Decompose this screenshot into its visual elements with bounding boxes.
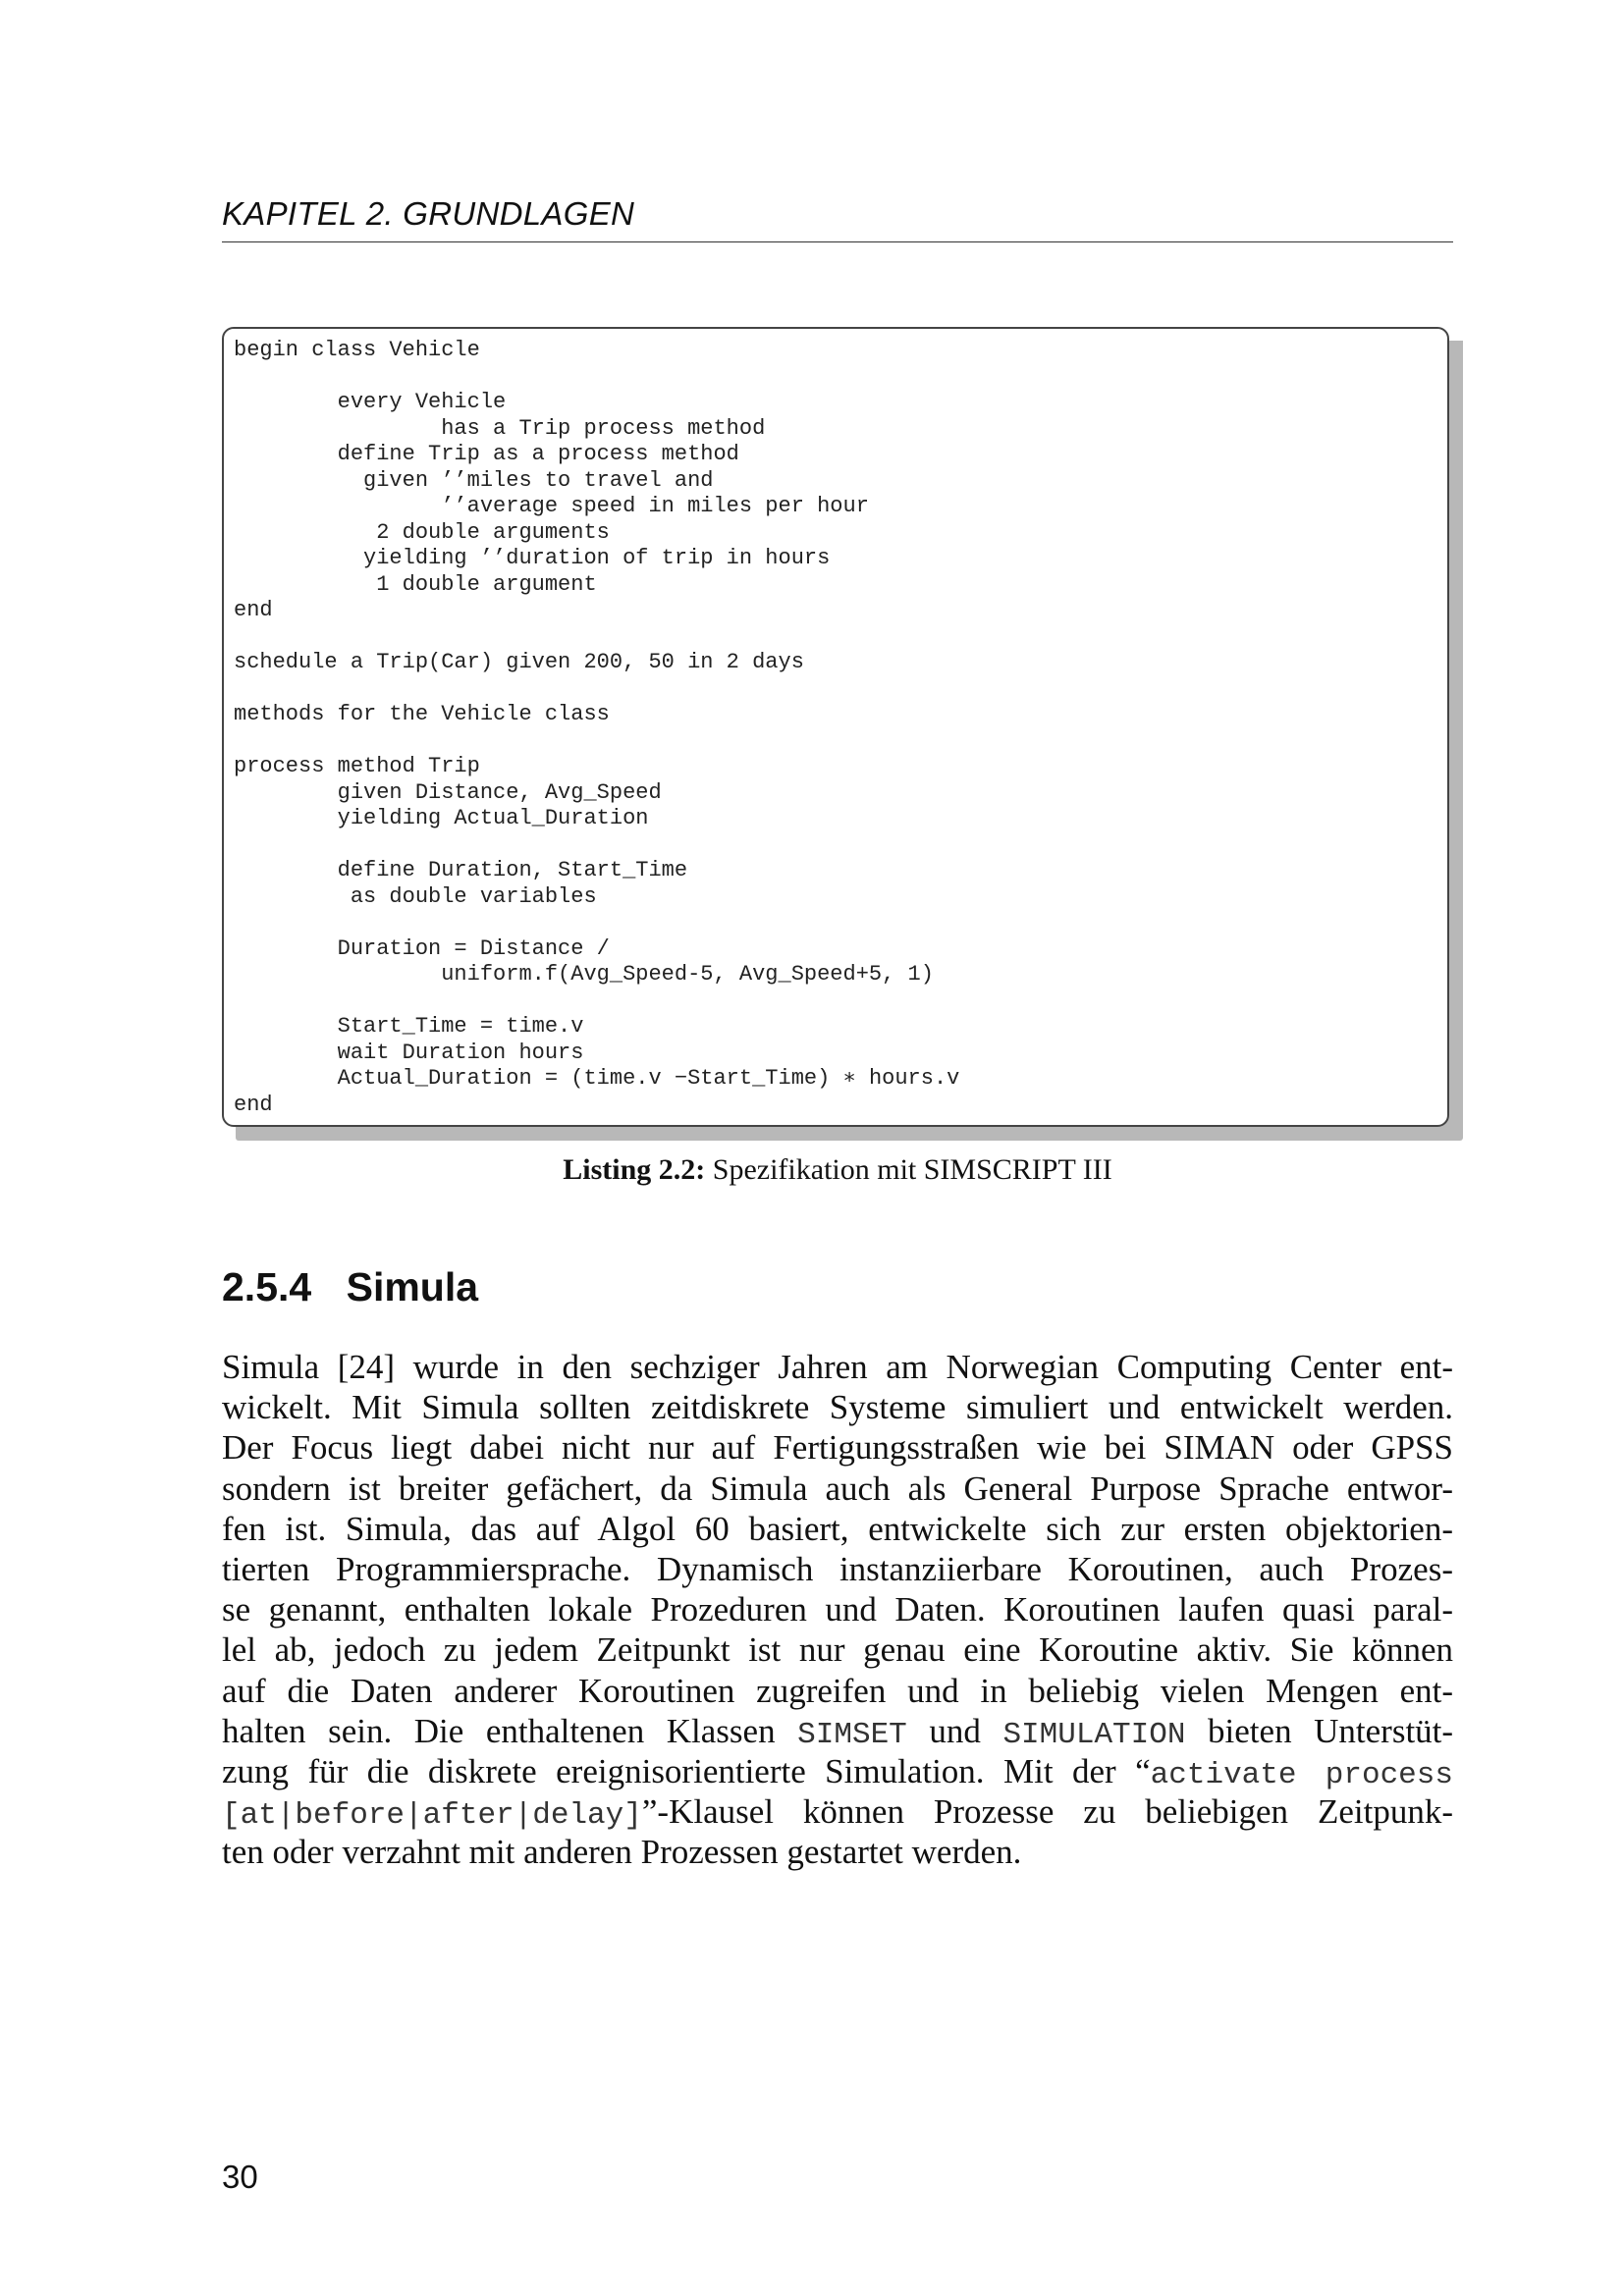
running-head: KAPITEL 2. GRUNDLAGEN: [222, 195, 635, 232]
text-line: Der Focus liegt dabei nicht nur auf Fertigungsstraßen wie bei SIMAN oder GPSS: [222, 1428, 1453, 1468]
text-line: fen ist. Simula, das auf Algol 60 basiert, entwickelte sich zur ersten objektorien-: [222, 1509, 1453, 1548]
text-line: [222, 1711, 1453, 1751]
text-line: lel ab, jedoch zu jedem Zeitpunkt ist nur genau eine Koroutine aktiv. Sie können: [222, 1630, 1453, 1670]
text-line: auf die Daten anderer Koroutinen zugreifen und in beliebig vielen Mengen ent-: [222, 1671, 1453, 1710]
section-heading: [222, 1260, 478, 1313]
inline-code-options: [at|before|after|delay]: [222, 1798, 642, 1834]
text-line: [222, 1791, 1453, 1832]
listing-caption-label: Listing 2.2:: [563, 1153, 706, 1186]
inline-code-simset: SIMSET: [797, 1717, 907, 1752]
text-fragment: zung für die diskrete ereignisorientierte Simulation. Mit der “: [222, 1751, 1151, 1790]
code-listing: begin class Vehicle every Vehicle has a Trip process method define Trip as a process method given ’’miles to travel and ’’average speed in miles per hour 2 double arguments yielding ’’duration of trip in hours 1 double argument end schedule a Trip(Car) given 200, 50 in 2 days methods for the Vehicle class process method Trip given Distance, Avg_Speed yielding Actual_Duration define Duration, Start_Time as double variables Duration = Distance / uniform.f(Avg_Speed-5, Avg_Speed+5, 1) Start_Time = time.v wait Duration hours Actual_Duration = (time.v −Start_Time) ∗ hours.v end: [234, 338, 960, 1117]
text-fragment: und: [929, 1711, 981, 1750]
listing-caption-text: Spezifikation mit SIMSCRIPT III: [712, 1153, 1112, 1186]
text-line: tierten Programmiersprache. Dynamisch instanziierbare Koroutinen, auch Prozes-: [222, 1549, 1453, 1588]
text-fragment: halten sein. Die enthaltenen Klassen: [222, 1711, 776, 1750]
running-head-rule: [222, 241, 1453, 242]
text-line: [222, 1751, 1453, 1791]
page-number: 30: [222, 2159, 258, 2195]
section-number: 2.5.4: [222, 1264, 312, 1309]
text-line: se genannt, enthalten lokale Prozeduren und Daten. Koroutinen laufen quasi paral-: [222, 1590, 1453, 1629]
text-line: ten oder verzahnt mit anderen Prozessen gestartet werden.: [222, 1833, 1022, 1872]
body-paragraph: [222, 1347, 1453, 1872]
inline-code-activate: activate process: [1150, 1757, 1453, 1792]
text-fragment: ”-Klausel können Prozesse zu beliebigen Zeitpunk-: [641, 1792, 1453, 1832]
listing-caption: [222, 1150, 1453, 1190]
text-line: Simula [24] wurde in den sechziger Jahren am Norwegian Computing Center ent-: [222, 1348, 1453, 1386]
text-fragment: bieten Unterstüt-: [1208, 1711, 1454, 1750]
text-line: wickelt. Mit Simula sollten zeitdiskrete Systeme simuliert und entwickelt werden.: [222, 1388, 1453, 1427]
section-title: Simula: [346, 1264, 479, 1309]
text-line: sondern ist breiter gefächert, da Simula auch als General Purpose Sprache entwor-: [222, 1468, 1453, 1508]
inline-code-simulation: SIMULATION: [1002, 1717, 1186, 1752]
